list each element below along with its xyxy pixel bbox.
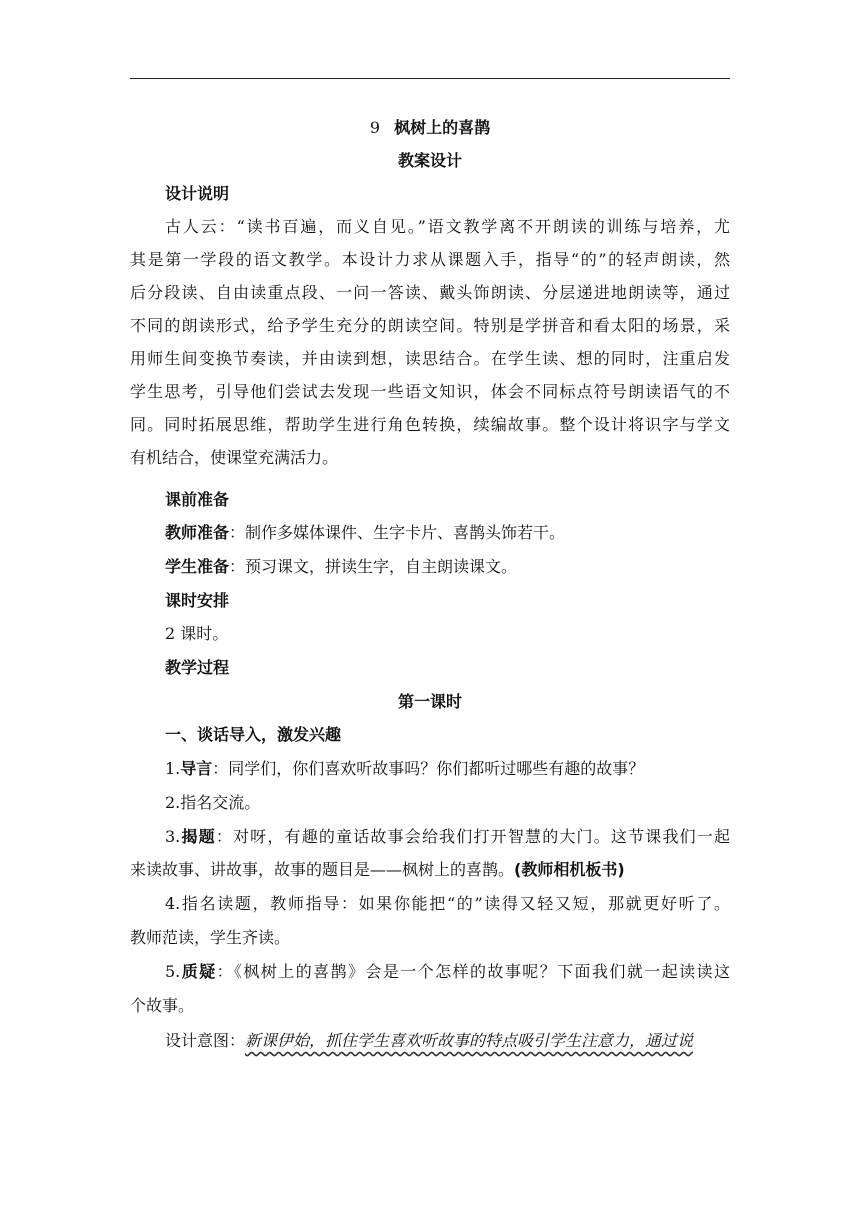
step-1-number: 1. [165, 759, 181, 778]
design-notes-line: 用师生间变换节奏读，并由读到想，读思结合。在学生读、想的同时，注重启发 [130, 349, 730, 368]
step-1-label: 导言 [180, 759, 213, 778]
section-title: 一、谈话导入，激发兴趣 [165, 725, 342, 744]
design-notes-line: 古人云：“读书百遍，而义自见。”语文教学离不开朗读的训练与培养，尤 [165, 217, 730, 236]
process-heading: 教学过程 [165, 658, 230, 677]
teacher-preparation-label: 教师准备 [165, 523, 230, 542]
step-3-label: 揭题 [180, 827, 216, 846]
design-intent [130, 1031, 730, 1051]
step-3-continued-text: 来读故事、讲故事，故事的题目是——枫树上的喜鹊。 [130, 860, 515, 879]
board-note: (教师相机板书) [514, 860, 625, 879]
student-preparation-label: 学生准备 [165, 557, 230, 576]
step-2: 2.指名交流。 [165, 793, 261, 812]
step-1 [130, 759, 730, 779]
schedule-text: 2 课时。 [165, 624, 229, 643]
step-5-text: ：《枫树上的喜鹊》会是一个怎样的故事呢？下面我们就一起读读这 [216, 962, 730, 981]
step-5-label: 质疑 [180, 962, 217, 981]
design-intent-text: 新课伊始，抓住学生喜欢听故事的特点吸引学生注意力，通过说 [245, 1031, 694, 1050]
step-3-number: 3. [165, 827, 181, 846]
step-3-text: ：对呀，有趣的童话故事会给我们打开智慧的大门。这节课我们一起 [215, 827, 730, 846]
design-intent-label: 设计意图： [165, 1031, 246, 1050]
design-notes-heading: 设计说明 [165, 184, 230, 203]
lesson-title [130, 118, 730, 138]
step-3 [130, 827, 730, 847]
step-1-text: ：同学们，你们喜欢听故事吗？你们都听过哪些有趣的故事？ [212, 759, 645, 778]
teacher-preparation-text: ：制作多媒体课件、生字卡片、喜鹊头饰若干。 [229, 523, 566, 542]
period-title: 第一课时 [397, 692, 462, 711]
step-5-number: 5. [165, 962, 181, 981]
design-notes-line: 后分段读、自由读重点段、一问一答读、戴头饰朗读、分层递进地朗读等，通过 [130, 283, 730, 302]
step-4: 4.指名读题，教师指导：如果你能把“的”读得又轻又短，那就更好听了。 [165, 894, 730, 913]
step-4-continued: 教师范读，学生齐读。 [130, 928, 291, 947]
header-rule [130, 78, 730, 79]
design-notes-line: 同。同时拓展思维，帮助学生进行角色转换，续编故事。整个设计将识字与学文 [130, 415, 730, 434]
design-notes-line: 学生思考，引导他们尝试去发现一些语文知识，体会不同标点符号朗读语气的不 [130, 382, 730, 401]
step-5 [130, 962, 730, 982]
lesson-number: 9 [369, 118, 381, 137]
student-preparation-text: ：预习课文，拼读生字，自主朗读课文。 [229, 557, 518, 576]
student-preparation [130, 557, 730, 577]
design-notes-line: 不同的朗读形式，给予学生充分的朗读空间。特别是学拼音和看太阳的场景，采 [130, 316, 730, 335]
design-notes-line: 有机结合，使课堂充满活力。 [130, 448, 339, 467]
preparation-heading: 课前准备 [165, 490, 230, 509]
subtitle: 教案设计 [397, 151, 462, 170]
step-5-continued: 个故事。 [130, 996, 195, 1015]
teacher-preparation [130, 523, 730, 543]
lesson-title-text: 枫树上的喜鹊 [394, 118, 491, 137]
design-notes-line: 其是第一学段的语文教学。本设计力求从课题入手，指导“的”的轻声朗读，然 [130, 250, 730, 269]
schedule-heading: 课时安排 [165, 591, 230, 610]
step-3-continued [130, 860, 730, 880]
